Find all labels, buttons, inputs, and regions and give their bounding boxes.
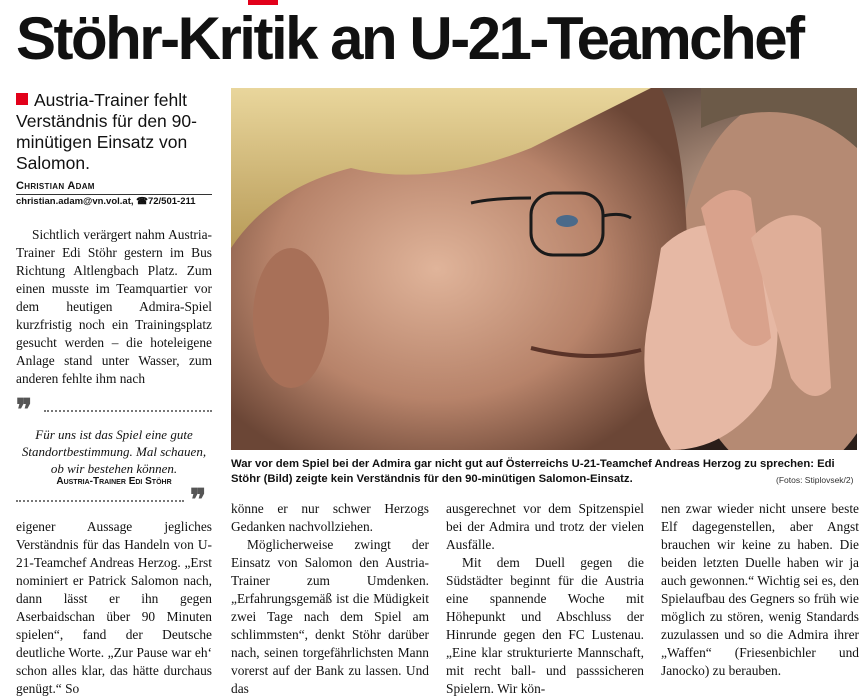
paragraph: Mit dem Duell gegen die Südstädter beginnt für die Austria eine spannende Woche mit Höhepunkt und Abschluss der Hinrunde gegen den FC Lustenau. „Eine klar strukturierte Mannschaft, mit recht ball- und passsicheren Spielern. Wir kön-	[446, 555, 644, 696]
column-1-bottom	[16, 518, 212, 698]
pull-quote-source: Austria-Trainer Edi Stöhr	[56, 476, 172, 487]
paragraph: Möglicherweise zwingt der Einsatz von Salomon den Austria-Trainer zum Umdenken. „Erfahrungsgemäß ist die Müdigkeit zwei Tage nach dem Spiel am schlimmsten“, denkt Stöhr darüber nach, seinen torgefährlichsten Mann vorerst auf der Bank zu lassen. Und das	[231, 537, 429, 696]
paragraph: könne er nur schwer Herzogs Gedanken nachvollziehen.	[231, 501, 429, 534]
author-phone: ☎72/501-211	[136, 196, 196, 207]
photo	[231, 88, 857, 450]
photo-caption	[231, 457, 859, 487]
column-2	[231, 500, 429, 698]
column-1-top	[16, 226, 212, 388]
paragraph: eigener Aussage jegliches Verständnis für das Handeln von U-21-Teamchef Andreas Herzog. „Erst nominiert er Patrick Salomon nach, dann lässt er ihn gegen Aserbaidschan über 90 Minuten spielen“, fand der Deutsche deutliche Worte. „Zur Pause war eh‘ schon alles klar, das hätte durchaus genügt.“ So	[16, 519, 212, 696]
paragraph: nen zwar wieder nicht unsere beste Elf dagegenstellen, aber Angst brauchen wir keine zu haben. Die beiden letzten Duelle haben wir ja auch gewonnen.“ Wichtig sei es, den Spielaufbau des Gegners so früh wie möglich zu stören, wenig Standards zuzulassen und so die Admira ihrer „Waffen“ (Friesenbichler und Janocko) zu berauben.	[661, 501, 859, 678]
red-square-icon	[16, 93, 28, 105]
author-name: Christian Adam	[16, 180, 95, 192]
teaser-text: Austria-Trainer fehlt Verständnis für den 90-minütigen Einsatz von Salomon.	[16, 90, 197, 173]
quote-open-icon: ❞	[16, 394, 33, 427]
photo-illustration	[231, 88, 857, 450]
headline: Stöhr-Kritik an U-21-Teamchef	[16, 5, 803, 72]
quote-close-icon: ❞	[190, 484, 207, 517]
teaser	[16, 90, 212, 174]
photo-credit: (Fotos: Stiplovsek/2)	[776, 475, 854, 485]
author-rule	[16, 194, 212, 195]
author-contact	[16, 196, 216, 207]
pull-quote: Für uns ist das Spiel eine gute Standortbestimmung. Mal schauen, ob wir bestehen können.	[21, 427, 207, 476]
caption-text: War vor dem Spiel bei der Admira gar nicht gut auf Österreichs U-21-Teamchef Andreas Herzog zu sprechen: Edi Stöhr (Bild) zeigte kein Verständnis für den 90-minütigen Salomon-Einsatz.	[231, 458, 835, 485]
column-3	[446, 500, 644, 698]
quote-divider-bottom	[16, 500, 184, 502]
quote-divider-top	[44, 410, 212, 412]
column-4	[661, 500, 859, 680]
author-email[interactable]: christian.adam@vn.vol.at,	[16, 196, 134, 207]
paragraph: ausgerechnet vor dem Spitzenspiel bei der Admira und trotz der vielen Ausfälle.	[446, 501, 644, 552]
paragraph: Sichtlich verärgert nahm Austria-Trainer Edi Stöhr gestern im Bus Richtung Altlengbach Platz. Zum einen musste im Teamquartier vor dem heutigen Admira-Spiel kurzfristig noch ein Trainingsplatz gesucht werden – die hoteleigene Anlage stand unter Wasser, zum anderen fehlte ihm nach	[16, 227, 212, 386]
